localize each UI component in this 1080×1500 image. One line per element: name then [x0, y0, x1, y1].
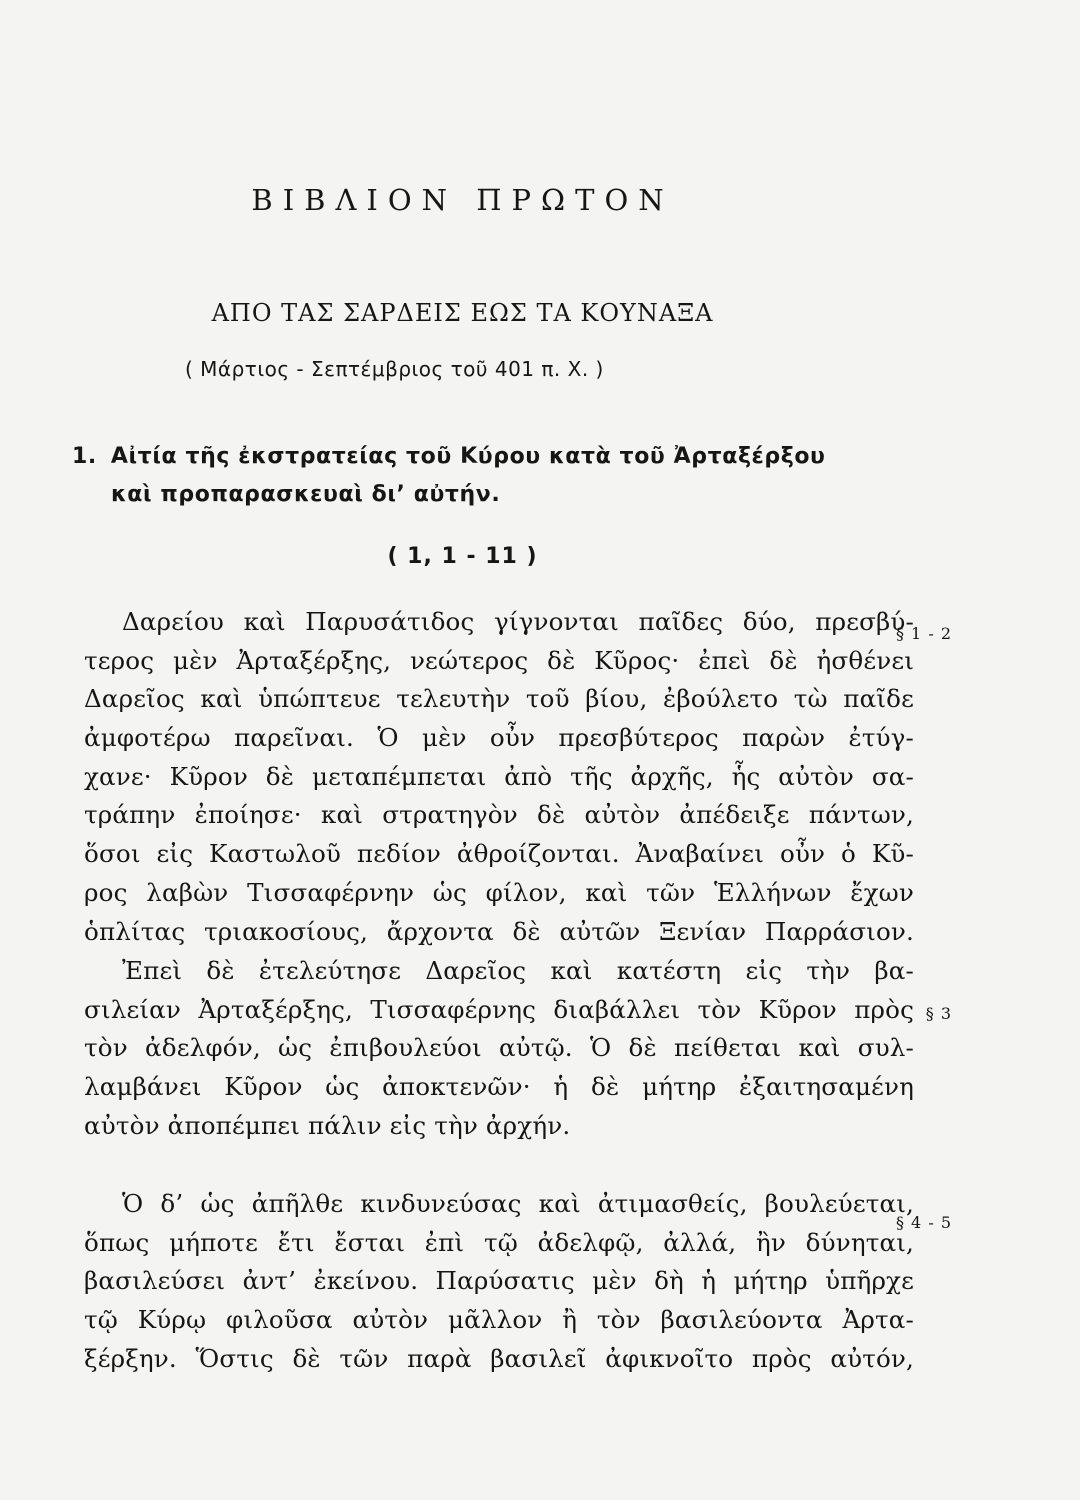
text-line: λαμβάνει Κῦρον ὡς ἀποκτενῶν· ἡ δὲ μήτηρ ἐξαιτησαμένη: [84, 1072, 914, 1102]
section-ref-1-2: § 1 - 2: [895, 624, 952, 643]
text-line: τὸν ἀδελφόν, ὡς ἐπιβουλεύοι αὐτῷ. Ὁ δὲ πείθεται καὶ συλ-: [84, 1033, 914, 1063]
route-title: ΑΠΟ ΤΑΣ ΣΑΡΔΕΙΣ ΕΩΣ ΤΑ ΚΟΥΝΑΞΑ: [211, 299, 714, 327]
section-heading: [72, 438, 907, 514]
text-line: Ἐπεὶ δὲ ἐτελεύτησε Δαρεῖος καὶ κατέστη εἰς τὴν βα-: [122, 956, 914, 985]
text-line: χανε· Κῦρον δὲ μεταπέμπεται ἀπὸ τῆς ἀρχῆς, ἧς αὐτὸν σα-: [84, 761, 914, 791]
text-line: ὅπως μήποτε ἔτι ἔσται ἐπὶ τῷ ἀδελφῷ, ἀλλά, ἢν δύνηται,: [84, 1227, 914, 1257]
section-ref-4-5: § 4 - 5: [895, 1213, 952, 1232]
text-line: σιλείαν Ἀρταξέρξης, Τισσαφέρνης διαβάλλει τὸν Κῦρον πρὸς: [84, 994, 914, 1024]
text-line: αὐτὸν ἀποπέμπει πάλιν εἰς τὴν ἀρχήν.: [84, 1110, 571, 1140]
text-line: ὁπλίτας τριακοσίους, ἄρχοντα δὲ αὐτῶν Ξενίαν Παρράσιον.: [84, 916, 914, 946]
date-note: ( Μάρτιος - Σεπτέμβριος τοῦ 401 π. Χ. ): [185, 357, 604, 381]
text-line: Δαρείου καὶ Παρυσάτιδος γίγνονται παῖδες δύο, πρεσβύ-: [122, 607, 914, 636]
book-title: ΒΙΒΛΙΟΝ ΠΡΩΤΟΝ: [251, 183, 674, 217]
section-heading-line-1: [72, 438, 907, 476]
text-line: ξέρξην. Ὅστις δὲ τῶν παρὰ βασιλεῖ ἀφικνοῖτο πρὸς αὐτόν,: [84, 1343, 914, 1373]
section-title-line-2: καὶ προπαρασκευαὶ δι’ αὐτήν.: [111, 482, 501, 507]
text-line: ἀμφοτέρω παρεῖναι. Ὁ μὲν οὖν πρεσβύτερος παρὼν ἐτύγ-: [84, 723, 914, 753]
text-line: ὅσοι εἰς Καστωλοῦ πεδίον ἀθροίζονται. Ἀναβαίνει οὖν ὁ Κῦ-: [84, 839, 914, 869]
text-line: Ὁ δ’ ὡς ἀπῆλθε κινδυνεύσας καὶ ἀτιμασθείς, βουλεύεται,: [122, 1189, 914, 1218]
text-line: ρος λαβὼν Τισσαφέρνην ὡς φίλον, καὶ τῶν Ἑλλήνων ἔχων: [84, 877, 914, 907]
section-ref-3: § 3: [925, 1004, 952, 1023]
paragraph-2: [84, 952, 914, 1145]
text-line: τερος μὲν Ἀρταξέρξης, νεώτερος δὲ Κῦρος· ἐπεὶ δὲ ἠσθένει: [84, 645, 914, 675]
text-line: τῷ Κύρῳ φιλοῦσα αὐτὸν μᾶλλον ἢ τὸν βασιλεύοντα Ἀρτα-: [84, 1305, 914, 1335]
text-line: Δαρεῖος καὶ ὑπώπτευε τελευτὴν τοῦ βίου, ἐβούλετο τὼ παῖδε: [84, 684, 914, 714]
text-line: βασιλεύσει ἀντ’ ἐκείνου. Παρύσατις μὲν δὴ ἡ μήτηρ ὑπῆρχε: [84, 1266, 914, 1296]
section-number: 1.: [72, 444, 97, 469]
section-range: ( 1, 1 - 11 ): [387, 544, 538, 569]
paragraph-1: [84, 603, 914, 951]
section-title-line-1: Αἰτία τῆς ἐκστρατείας τοῦ Κύρου κατὰ τοῦ Ἀρταξέρξου: [110, 444, 826, 469]
text-line: τράπην ἐποίησε· καὶ στρατηγὸν δὲ αὐτὸν ἀπέδειξε πάντων,: [84, 800, 914, 830]
paragraph-3: [84, 1185, 914, 1378]
